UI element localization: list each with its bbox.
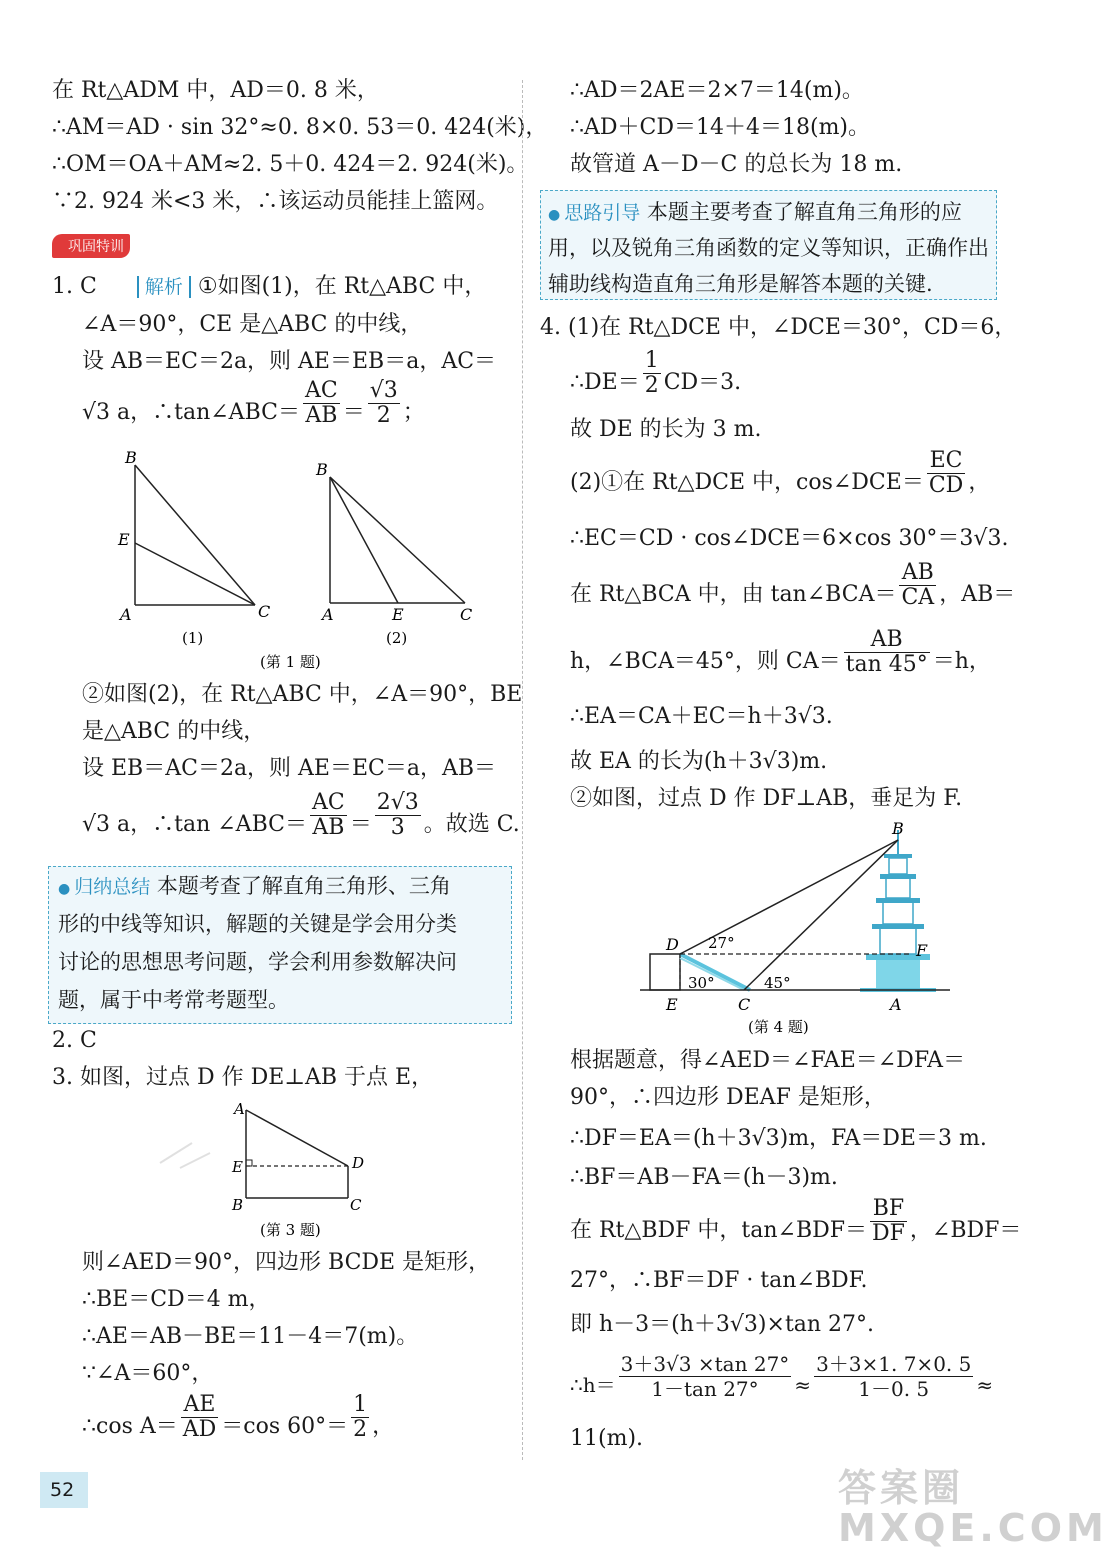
text-line: 故 EA 的长为(h＋3√3)m. (570, 749, 828, 774)
guide-line: 辅助线构造直角三角形是解答本题的关键. (548, 272, 933, 296)
text-line: ∴AD＝2AE＝2×7＝14(m)。 (570, 78, 864, 103)
q1-head-line (52, 272, 486, 302)
text-line: ∠A＝90°，CE 是△ABC 的中线， (82, 312, 423, 337)
frac-den: 2 (644, 372, 659, 398)
frac-den: 2 (353, 1416, 368, 1442)
formula-text: ≈ (794, 1373, 812, 1397)
figure-caption: (第 4 题) (748, 1018, 809, 1036)
text-line: 在 Rt△ADM 中，AD＝0. 8 米， (52, 78, 379, 103)
figure-caption: (第 1 题) (260, 653, 321, 671)
label-e: E (232, 1158, 243, 1176)
frac-den: DF (872, 1220, 905, 1246)
formula-text: 。故选 C. (423, 812, 520, 837)
q1-answer: 1. C (52, 274, 97, 299)
text-line: ∵∠A＝60°， (82, 1361, 214, 1386)
watermark (838, 1468, 1108, 1548)
frac-num: √3 (369, 377, 398, 403)
label-e: E (666, 995, 678, 1014)
label-e: E (392, 605, 404, 624)
text-line: 3. 如图，过点 D 作 DE⊥AB 于点 E， (52, 1065, 434, 1090)
frac-num: 3＋3√3 ×tan 27° (620, 1352, 790, 1376)
formula-text: ，∠BDF＝ (909, 1218, 1022, 1243)
formula-line (570, 626, 991, 677)
figure-q3 (150, 1098, 410, 1243)
formula-text: ＝h， (932, 649, 991, 674)
text-line: ∴BF＝AB－FA＝(h－3)m. (570, 1165, 838, 1190)
figure-q1 (110, 445, 490, 675)
label-c: C (258, 602, 271, 621)
analysis-tag: 解析 (137, 276, 191, 298)
label-a: A (890, 995, 902, 1014)
formula-text: ，AB＝ (939, 582, 1016, 607)
formula-text: √3 a，∴tan ∠ABC＝ (82, 812, 307, 837)
subfig-label: (1) (182, 629, 204, 647)
figure-1 (117, 448, 270, 647)
frac-den: 2 (376, 402, 391, 428)
label-e: E (118, 530, 130, 549)
text-line: ∴AE＝AB－BE＝11－4＝7(m)。 (82, 1324, 419, 1349)
frac-num: 3＋3×1. 7×0. 5 (816, 1352, 972, 1376)
frac-den: 3 (390, 814, 405, 840)
text-line: ②如图，过点 D 作 DF⊥AB，垂足为 F. (570, 786, 963, 811)
figure-q4 (640, 818, 970, 1040)
text-line: 11(m). (570, 1426, 644, 1451)
watermark-text: 答案圈 MXQE.COM (838, 1466, 1108, 1550)
formula-text: ， (968, 470, 991, 495)
formula-text: ， (372, 1414, 395, 1439)
summary-text: 本题考查了解直角三角形、三角 (156, 874, 451, 898)
frac-den: CA (901, 584, 935, 610)
guide-line: ● 思路引导 本题主要考查了解直角三角形的应 (548, 200, 962, 224)
text-line: 故 DE 的长为 3 m. (570, 417, 762, 442)
text-line: ∴EA＝CA＋EC＝h＋3√3. (570, 704, 833, 729)
text-line: 根据题意，得∠AED＝∠FAE＝∠DFA＝ (570, 1048, 966, 1073)
text-line: 27°，∴BF＝DF · tan∠BDF. (570, 1268, 868, 1293)
text-line: 则∠AED＝90°，四边形 BCDE 是矩形， (82, 1250, 491, 1275)
text-line: 90°，∴四边形 DEAF 是矩形， (570, 1085, 886, 1110)
formula-line (570, 447, 991, 498)
text-line: ∴BE＝CD＝4 m， (82, 1287, 271, 1312)
figure-2 (315, 460, 472, 647)
label-a: A (120, 605, 132, 624)
frac-num: AB (844, 628, 930, 653)
text-line: 是△ABC 的中线， (82, 719, 266, 744)
label-a: A (322, 605, 334, 624)
label-d: D (666, 935, 679, 954)
formula-text: ∴DE＝ (570, 370, 640, 395)
text-line: ∵2. 924 米<3 米，∴该运动员能挂上篮网。 (52, 189, 499, 214)
formula-text: h，∠BCA＝45°，则 CA＝ (570, 649, 841, 674)
label-d: D (352, 1154, 365, 1172)
frac-num: AC (304, 377, 338, 403)
formula-line (82, 377, 425, 428)
guide-line: 用，以及锐角三角函数的定义等知识，正确作出 (548, 236, 989, 260)
formula-text: 在 Rt△BCA 中，由 tan∠BCA＝ (570, 582, 897, 607)
faint-mark (160, 1143, 210, 1168)
summary-line: 题，属于中考常考题型。 (58, 988, 289, 1012)
section-badge: 巩固特训 (52, 234, 130, 258)
label-b: B (232, 1196, 244, 1214)
formula-text: CD＝3. (663, 370, 742, 395)
frac-den: 1－0. 5 (858, 1377, 930, 1401)
formula-text: ＝ (342, 400, 365, 425)
summary-line: ● 归纳总结 本题考查了解直角三角形、三角 (58, 874, 451, 898)
figure-caption: (第 3 题) (260, 1221, 321, 1239)
text-line: ∴EC＝CD · cos∠DCE＝6×cos 30°＝3√3. (570, 526, 1009, 551)
formula-text: (2)①在 Rt△DCE 中，cos∠DCE＝ (570, 470, 924, 495)
angle-27: 27° (708, 934, 735, 952)
summary-tag: 归纳总结 (74, 876, 151, 898)
q1-text: ①如图(1)，在 Rt△ABC 中， (197, 274, 487, 299)
frac-den: AB (305, 402, 338, 428)
formula-text: ≈ (976, 1373, 994, 1397)
summary-line: 讨论的思想思考问题，学会利用参数解决问 (58, 950, 457, 974)
frac-num: AE (181, 1393, 219, 1418)
frac-num: AC (311, 789, 345, 815)
label-b: B (316, 460, 328, 479)
label-c: C (460, 605, 473, 624)
frac-num: BF (870, 1197, 907, 1222)
label-b: B (125, 448, 137, 467)
formula-text: ∴cos A＝ (82, 1414, 178, 1439)
frac-den: 1－tan 27° (651, 1377, 759, 1401)
frac-den: CD (928, 472, 964, 498)
formula-text: √3 a，∴tan∠ABC＝ (82, 400, 300, 425)
formula-line (570, 347, 742, 398)
frac-den: AD (182, 1416, 217, 1442)
text-line: ∴DF＝EA＝(h＋3√3)m，FA＝DE＝3 m. (570, 1126, 987, 1151)
formula-text: 在 Rt△BDF 中，tan∠BDF＝ (570, 1218, 868, 1243)
formula-text: ∴h＝ (570, 1373, 616, 1397)
label-a: A (234, 1100, 245, 1118)
text-line: 即 h－3＝(h＋3√3)×tan 27°. (570, 1312, 875, 1337)
formula-line (570, 1195, 1022, 1246)
formula-line (570, 559, 1016, 610)
frac-den: tan 45° (845, 651, 928, 677)
frac-num: EC (927, 449, 965, 474)
guide-tag: 思路引导 (564, 202, 641, 224)
label-c: C (350, 1196, 362, 1214)
text-line: 设 EB＝AC＝2a，则 AE＝EC＝a，AB＝ (82, 756, 497, 781)
formula-line (82, 1391, 395, 1442)
frac-num: 1 (644, 347, 659, 373)
text-line: ∴AD＋CD＝14＋4＝18(m)。 (570, 115, 871, 140)
formula-text: ； (402, 400, 425, 425)
text-line: 设 AB＝EC＝2a，则 AE＝EB＝a，AC＝ (82, 349, 497, 374)
text-line: ∴AM＝AD · sin 32°≈0. 8×0. 53＝0. 424(米)， (52, 115, 548, 140)
formula-text: ＝ (349, 812, 372, 837)
angle-45: 45° (764, 974, 791, 992)
guide-text: 本题主要考查了解直角三角形的应 (646, 200, 962, 224)
subfig-label: (2) (386, 629, 408, 647)
text-line: 4. (1)在 Rt△DCE 中，∠DCE＝30°，CD＝6， (540, 315, 1017, 340)
text-line: ②如图(2)，在 Rt△ABC 中，∠A＝90°，BE (82, 682, 523, 707)
frac-num: 1 (353, 1391, 368, 1417)
page-number: 52 (40, 1472, 88, 1508)
q2-answer: 2. C (52, 1028, 97, 1053)
label-b: B (892, 819, 904, 838)
text-line: 故管道 A－D－C 的总长为 18 m. (570, 152, 903, 177)
formula-line (82, 789, 520, 840)
label-f: F (916, 941, 928, 960)
angle-30: 30° (688, 974, 715, 992)
frac-num: 2√3 (376, 789, 419, 815)
frac-den: AB (312, 814, 345, 840)
label-c: C (738, 995, 751, 1014)
text-line: ∴OM＝OA＋AM≈2. 5＋0. 424＝2. 924(米)。 (52, 152, 529, 177)
summary-line: 形的中线等知识，解题的关键是学会用分类 (58, 912, 457, 936)
frac-num: AB (899, 561, 936, 586)
column-divider (522, 80, 523, 1460)
formula-text: ＝cos 60°＝ (221, 1414, 349, 1439)
